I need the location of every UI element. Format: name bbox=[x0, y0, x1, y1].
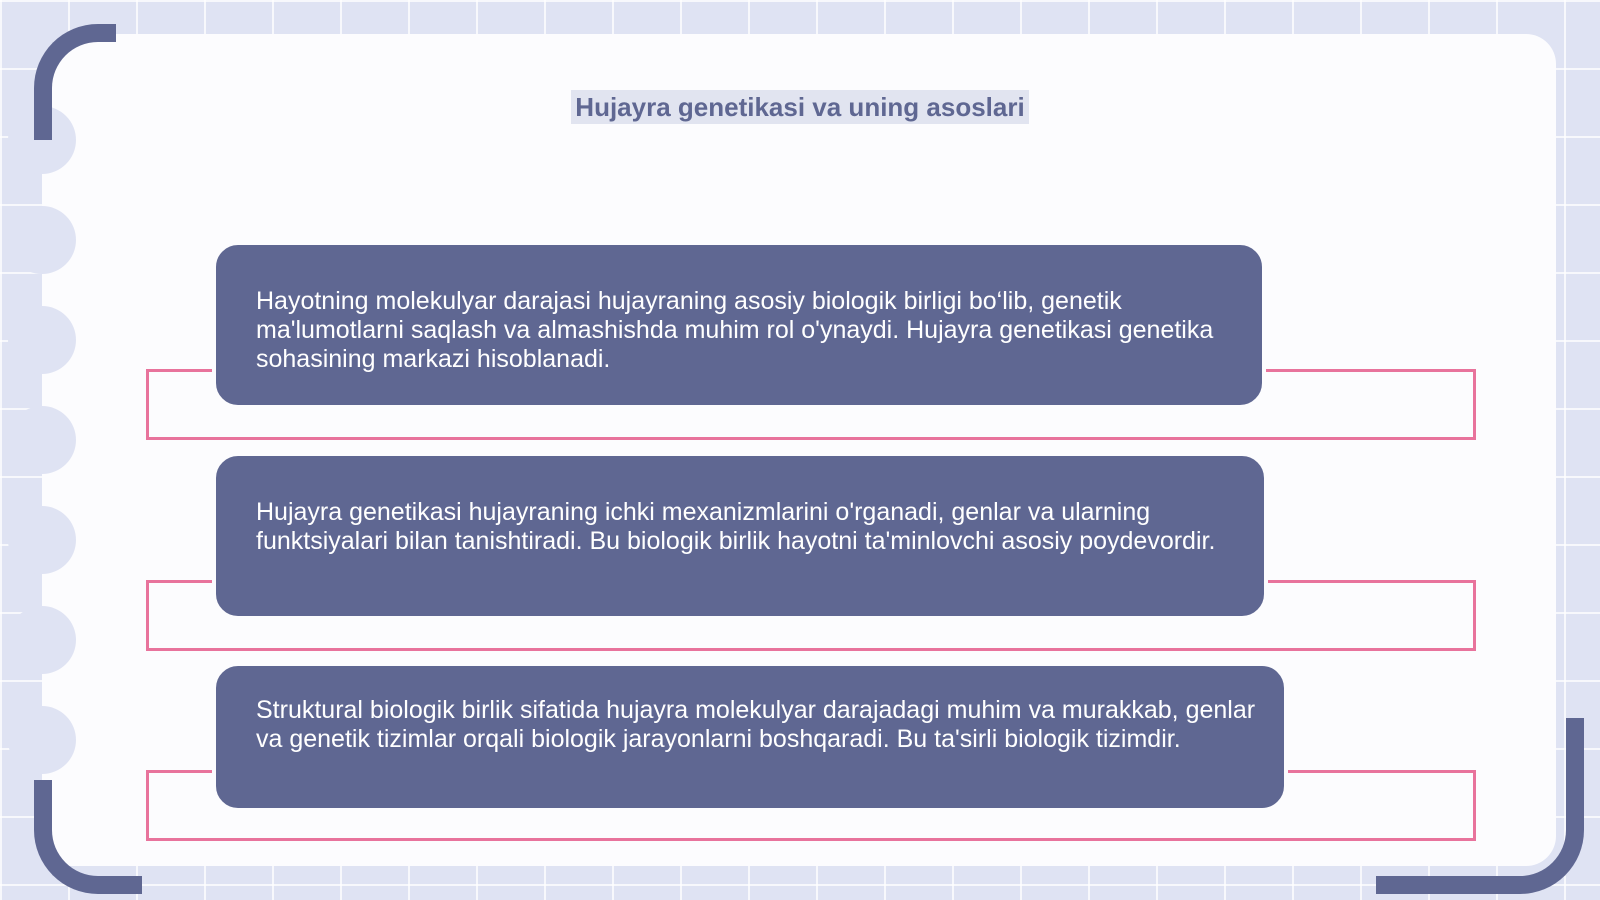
slide-title bbox=[0, 92, 1600, 123]
binder-notch bbox=[8, 606, 76, 674]
item-text-box bbox=[212, 452, 1268, 620]
corner-bracket-bottom-left bbox=[34, 780, 142, 894]
binder-notch bbox=[8, 706, 76, 774]
binder-notch bbox=[8, 406, 76, 474]
item-text: Hujayra genetikasi hujayraning ichki mexanizmlarini o'rganadi, genlar va ularning funktsiyalari bilan tanishtiradi. Bu biologik birlik hayotni ta'minlovchi asosiy poydevordir. bbox=[256, 498, 1216, 555]
item-text: Struktural biologik birlik sifatida hujayra molekulyar darajadagi muhim va murakkab, genlar va genetik tizimlar orqali biologik jarayonlarni boshqaradi. Bu ta'sirli biologik tizimdir. bbox=[256, 696, 1256, 753]
item-text-box bbox=[212, 241, 1266, 409]
binder-notch bbox=[8, 506, 76, 574]
binder-notch bbox=[8, 306, 76, 374]
slide-title-text: Hujayra genetikasi va uning asoslari bbox=[571, 90, 1028, 124]
item-text: Hayotning molekulyar darajasi hujayraning asosiy biologik birligi bo‘lib, genetik ma'lumotlarni saqlash va almashishda muhim rol o'ynaydi. Hujayra genetikasi genetika sohasining markazi hisoblanadi. bbox=[256, 287, 1214, 373]
item-text-box bbox=[212, 662, 1288, 812]
binder-notch bbox=[8, 206, 76, 274]
